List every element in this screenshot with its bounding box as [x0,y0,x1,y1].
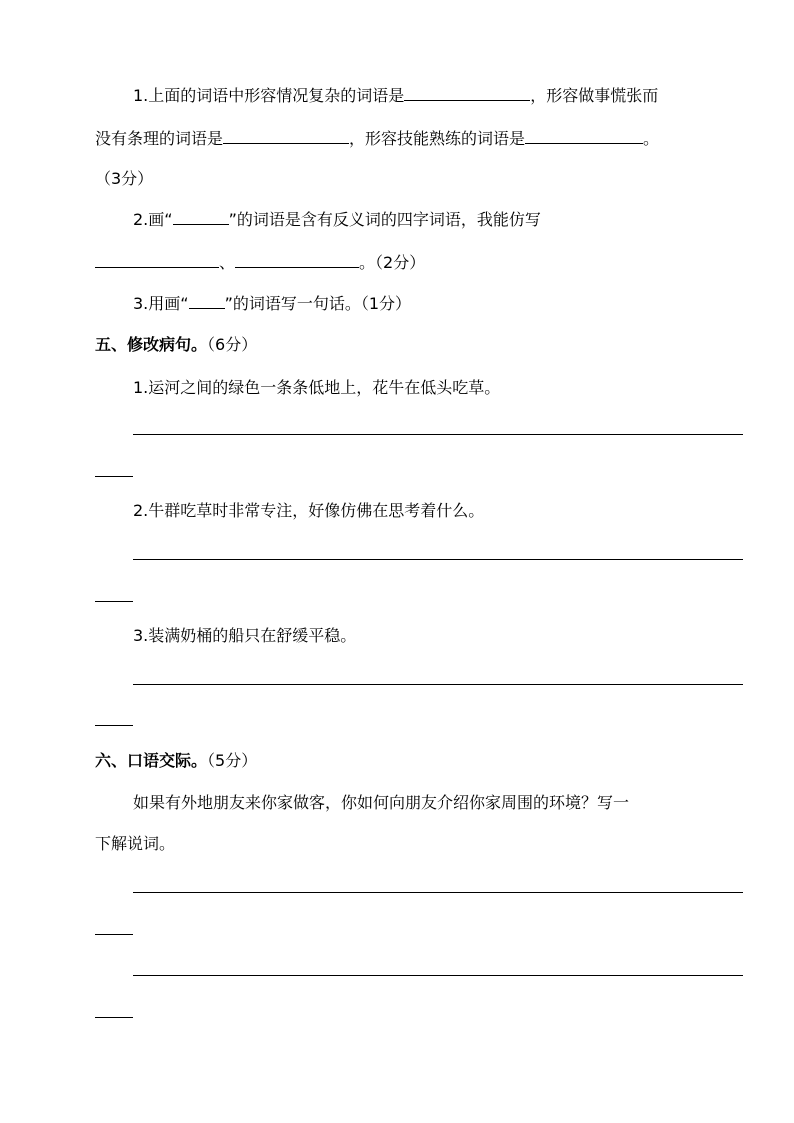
q1-blank-3[interactable] [525,127,643,144]
answer-line[interactable] [133,892,743,893]
section5-heading: 五、修改病句。（6分） [95,335,258,354]
answer-line[interactable] [133,434,743,435]
answer-line-end[interactable] [95,725,133,726]
q2-blank-2[interactable] [235,251,359,268]
q2-line2: 、 。（2分） [95,251,425,274]
q1-line2: 没有条理的词语是 ，形容技能熟练的词语是 。 [95,129,660,148]
answer-line[interactable] [133,975,743,976]
q2-underline-sample [173,208,229,225]
q1-line1: 1.上面的词语中形容情况复杂的词语是 ，形容做事慌张而 [133,86,659,105]
section6-heading: 六、口语交际。（5分） [95,751,258,770]
q2-line1: 2.画“ ”的词语是含有反义词的四字词语，我能仿写 [133,210,541,229]
q3-line: 3.用画“ ”的词语写一句话。（1分） [133,294,412,313]
answer-line[interactable] [133,559,743,560]
answer-line-end[interactable] [95,476,133,477]
section5-item-3: 3.装满奶桶的船只在舒缓平稳。 [133,626,357,645]
q1-score: （3分） [95,169,154,188]
q3-underline-sample [189,292,225,309]
section5-item-1: 1.运河之间的绿色一条条低地上，花牛在低头吃草。 [133,378,501,397]
section6-prompt-line1: 如果有外地朋友来你家做客，你如何向朋友介绍你家周围的环境？写一 [133,793,630,812]
answer-line-end[interactable] [95,934,133,935]
q1-blank-1[interactable] [404,84,530,101]
q1-blank-2[interactable] [223,127,349,144]
answer-line[interactable] [133,684,743,685]
section5-item-2: 2.牛群吃草时非常专注，好像仿佛在思考着什么。 [133,501,485,520]
section6-prompt-line2: 下解说词。 [95,834,176,853]
answer-line-end[interactable] [95,601,133,602]
q2-blank-1[interactable] [95,251,219,268]
answer-line-end[interactable] [95,1017,133,1018]
